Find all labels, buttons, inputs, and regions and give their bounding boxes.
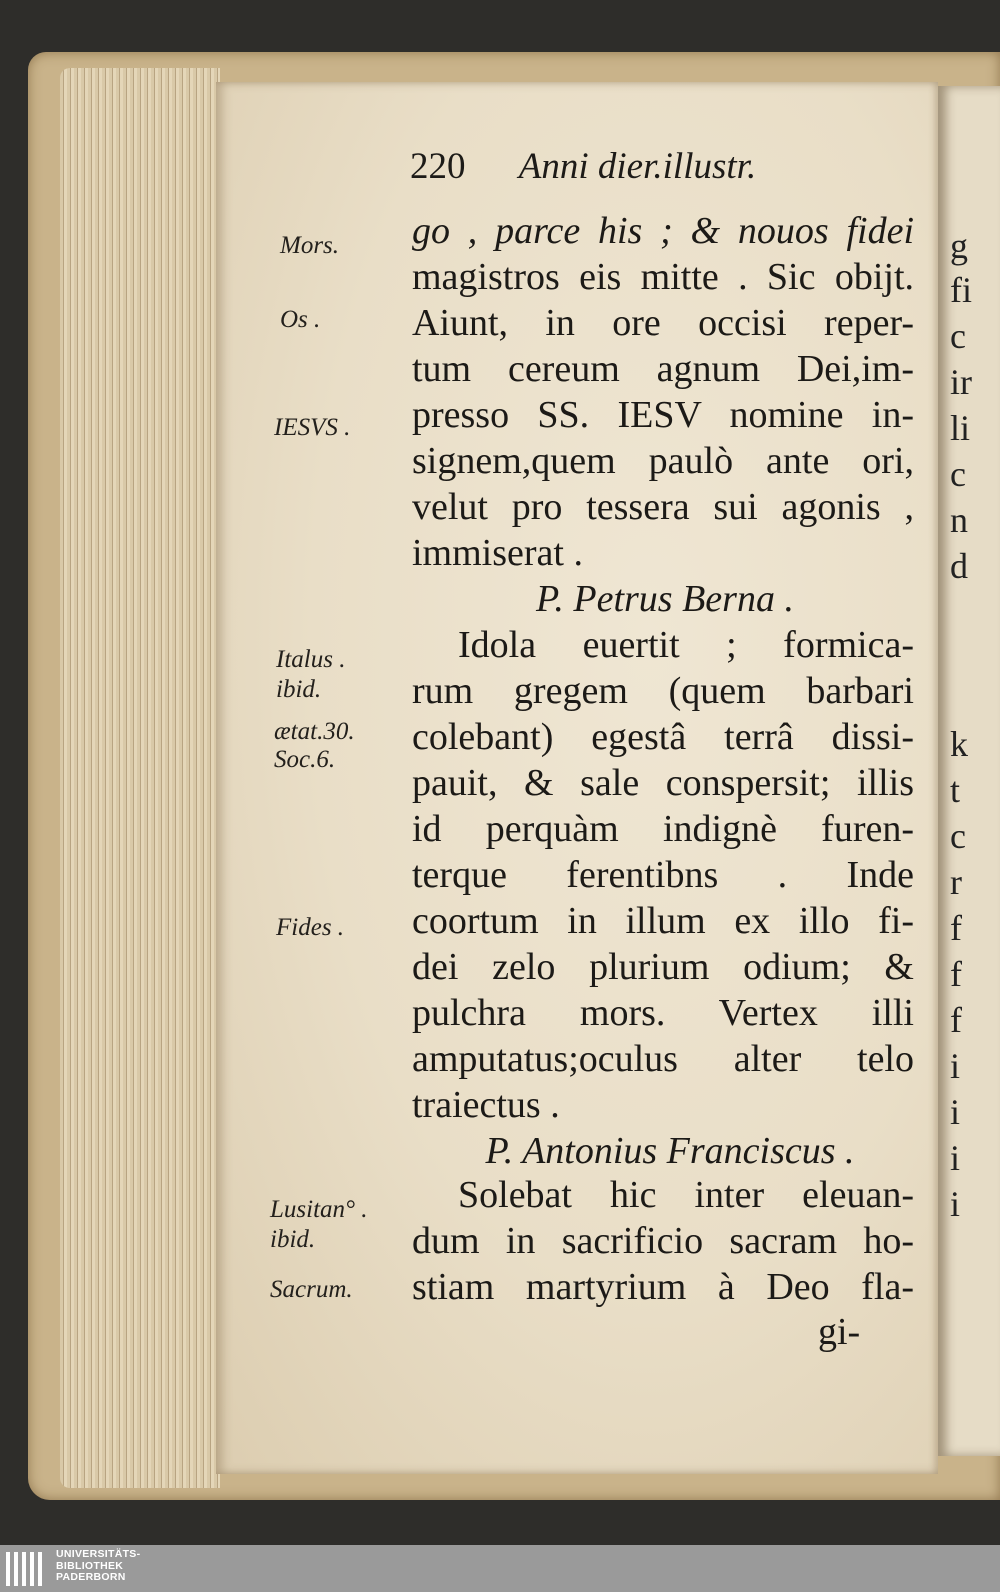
facing-fragment: i	[950, 1138, 961, 1178]
facing-fragment: i	[950, 1184, 961, 1224]
text-line: presso SS. IESV nomine in-	[412, 394, 914, 436]
text-line: id perquàm indignè furen-	[412, 808, 914, 850]
margin-note: ætat.30.	[274, 718, 355, 745]
facing-fragment: c	[950, 816, 966, 856]
logo-line: BIBLIOTHEK	[56, 1559, 124, 1572]
facing-fragment: c	[950, 454, 966, 494]
facing-fragment: i	[950, 1046, 961, 1086]
margin-note: Soc.6.	[274, 746, 336, 773]
section-heading: P. Petrus Berna .	[536, 578, 794, 620]
text-line: terque ferentibns . Inde	[412, 854, 914, 896]
logo-line: UNIVERSITÄTS-	[56, 1548, 141, 1560]
facing-page-edge	[938, 86, 1000, 1456]
text-line: stiam martyrium à Deo fla-	[412, 1266, 914, 1308]
logo-line: PADERBORN	[56, 1571, 126, 1583]
margin-note: Os .	[280, 306, 321, 333]
margin-note: Lusitan° .	[270, 1196, 368, 1223]
facing-fragment: t	[950, 770, 961, 810]
facing-fragment: n	[950, 500, 968, 540]
text-line: coortum in illum ex illo fi-	[412, 900, 914, 942]
margin-note: ibid.	[270, 1226, 316, 1253]
text-line: traiectus .	[412, 1084, 560, 1126]
section-heading: P. Antonius Franciscus .	[485, 1130, 855, 1172]
text-line: dei zelo plurium odium; &	[412, 946, 914, 988]
margin-note: Sacrum.	[270, 1276, 353, 1303]
page-number: 220	[410, 146, 466, 187]
text-line: pulchra mors. Vertex illi	[412, 992, 914, 1034]
text-line: pauit, & sale conspersit; illis	[412, 762, 914, 804]
text-line: go , parce his ; & nouos fidei	[412, 210, 914, 252]
text-line: Solebat hic inter eleuan-	[458, 1174, 914, 1216]
facing-fragment: ir	[950, 362, 972, 402]
text-line: tum cereum agnum Dei,im-	[412, 348, 914, 390]
margin-note: Mors.	[280, 232, 340, 259]
margin-note: Italus .	[276, 646, 346, 673]
facing-fragment: k	[950, 724, 968, 764]
text-line: rum gregem (quem barbari	[412, 670, 914, 712]
library-logo-icon	[6, 1552, 44, 1586]
facing-fragment: f	[950, 908, 962, 948]
margin-note: Fides .	[276, 914, 345, 941]
margin-note: IESVS .	[274, 414, 351, 441]
text-line: Aiunt, in ore occisi reper-	[412, 302, 914, 344]
text-line: colebant) egestâ terrâ dissi-	[412, 716, 914, 758]
facing-fragment: fi	[950, 270, 972, 310]
margin-note: ibid.	[276, 676, 322, 703]
facing-fragment: d	[950, 546, 968, 586]
text-line: signem,quem paulò ante ori,	[412, 440, 914, 482]
footer-bar	[0, 1545, 1000, 1592]
library-logo-text	[56, 1549, 140, 1584]
catchword: gi-	[818, 1311, 861, 1353]
text-line: velut pro tessera sui agonis ,	[412, 486, 914, 528]
facing-fragment: f	[950, 1000, 962, 1040]
text-line: dum in sacrificio sacram ho-	[412, 1220, 914, 1262]
facing-fragment: i	[950, 1092, 961, 1132]
facing-fragment: f	[950, 954, 962, 994]
page-edges	[60, 68, 220, 1488]
facing-fragment: g	[950, 226, 968, 266]
text-line: Idola euertit ; formica-	[458, 624, 914, 666]
facing-fragment: li	[950, 408, 971, 448]
facing-fragment: c	[950, 316, 966, 356]
running-header	[410, 145, 756, 188]
facing-fragment: r	[950, 862, 962, 902]
text-line: amputatus;oculus alter telo	[412, 1038, 914, 1080]
text-line: immiserat .	[412, 532, 583, 574]
text-line: magistros eis mitte . Sic obijt.	[412, 256, 914, 298]
running-title: Anni dier.illustr.	[518, 146, 757, 187]
